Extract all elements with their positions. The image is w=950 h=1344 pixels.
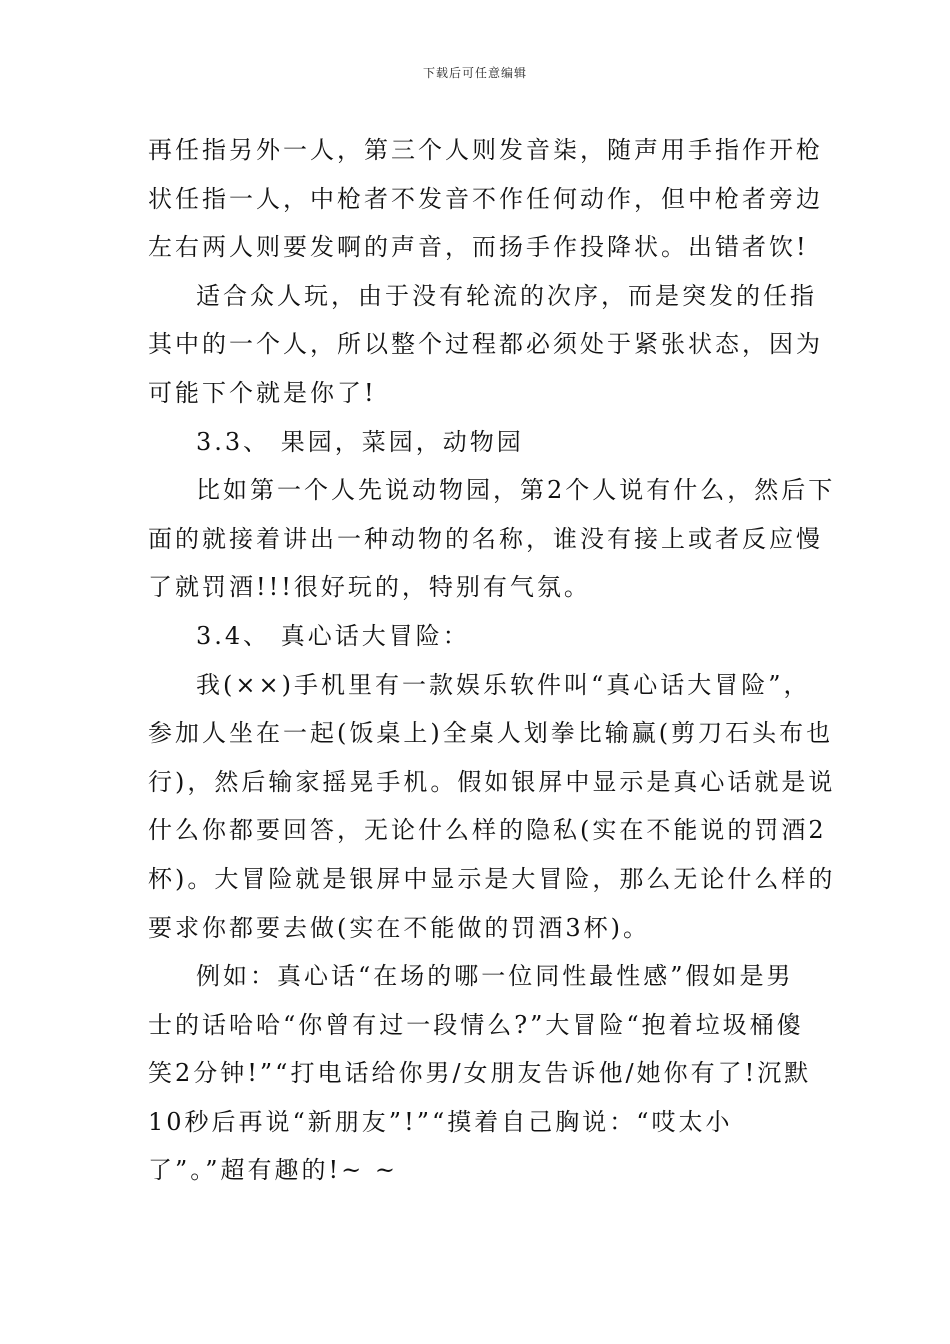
paragraph-line: 士的话哈哈“你曾有过一段情么?”大冒险“抱着垃圾桶傻 <box>148 1010 804 1039</box>
paragraph-line: 状任指一人，中枪者不发音不作任何动作，但中枪者旁边 <box>148 184 823 213</box>
paragraph-line: 面的就接着讲出一种动物的名称，谁没有接上或者反应慢 <box>148 524 823 553</box>
section-heading: 3.4、 真心话大冒险： <box>196 621 470 650</box>
paragraph-line: 我(××)手机里有一款娱乐软件叫“真心话大冒险”， <box>196 670 811 699</box>
paragraph-line: 行)，然后输家摇晃手机。假如银屏中显示是真心话就是说 <box>148 767 836 796</box>
paragraph-line: 其中的一个人，所以整个过程都必须处于紧张状态，因为 <box>148 330 823 359</box>
paragraph-line: 要求你都要去做(实在不能做的罚酒3杯)。 <box>148 913 650 942</box>
paragraph-line: 可能下个就是你了! <box>148 378 377 407</box>
paragraph-line: 再任指另外一人，第三个人则发音柒，随声用手指作开枪 <box>148 136 823 164</box>
paragraph-line: 适合众人玩，由于没有轮流的次序，而是突发的任指 <box>196 281 817 310</box>
paragraph-line: 什么你都要回答，无论什么样的隐私(实在不能说的罚酒2 <box>148 816 827 845</box>
section-heading: 3.3、 果园，菜园，动物园 <box>196 427 524 456</box>
paragraph-line: 例如：真心话“在场的哪一位同性最性感”假如是男 <box>196 962 794 991</box>
paragraph-line: 比如第一个人先说动物园，第2个人说有什么，然后下 <box>196 476 836 505</box>
page-header: 下载后可任意编辑 <box>422 66 527 80</box>
paragraph-line: 笑2分钟!”“打电话给你男/女朋友告诉他/她你有了!沉默 <box>148 1059 812 1088</box>
paragraph-line: 杯)。大冒险就是银屏中显示是大冒险，那么无论什么样的 <box>148 864 836 893</box>
paragraph-line: 10秒后再说“新朋友”!”“摸着自己胸说：“哎太小 <box>148 1107 733 1136</box>
paragraph-line: 左右两人则要发啊的声音，而扬手作投降状。出错者饮! <box>148 233 809 262</box>
paragraph-line: 参加人坐在一起(饭桌上)全桌人划拳比输赢(剪刀石头布也 <box>148 719 834 748</box>
document-body <box>148 126 836 1195</box>
paragraph-line: 了”。”超有趣的!~ ~ <box>148 1156 399 1185</box>
paragraph-line: 了就罚酒!!!很好玩的，特别有气氛。 <box>148 573 591 602</box>
